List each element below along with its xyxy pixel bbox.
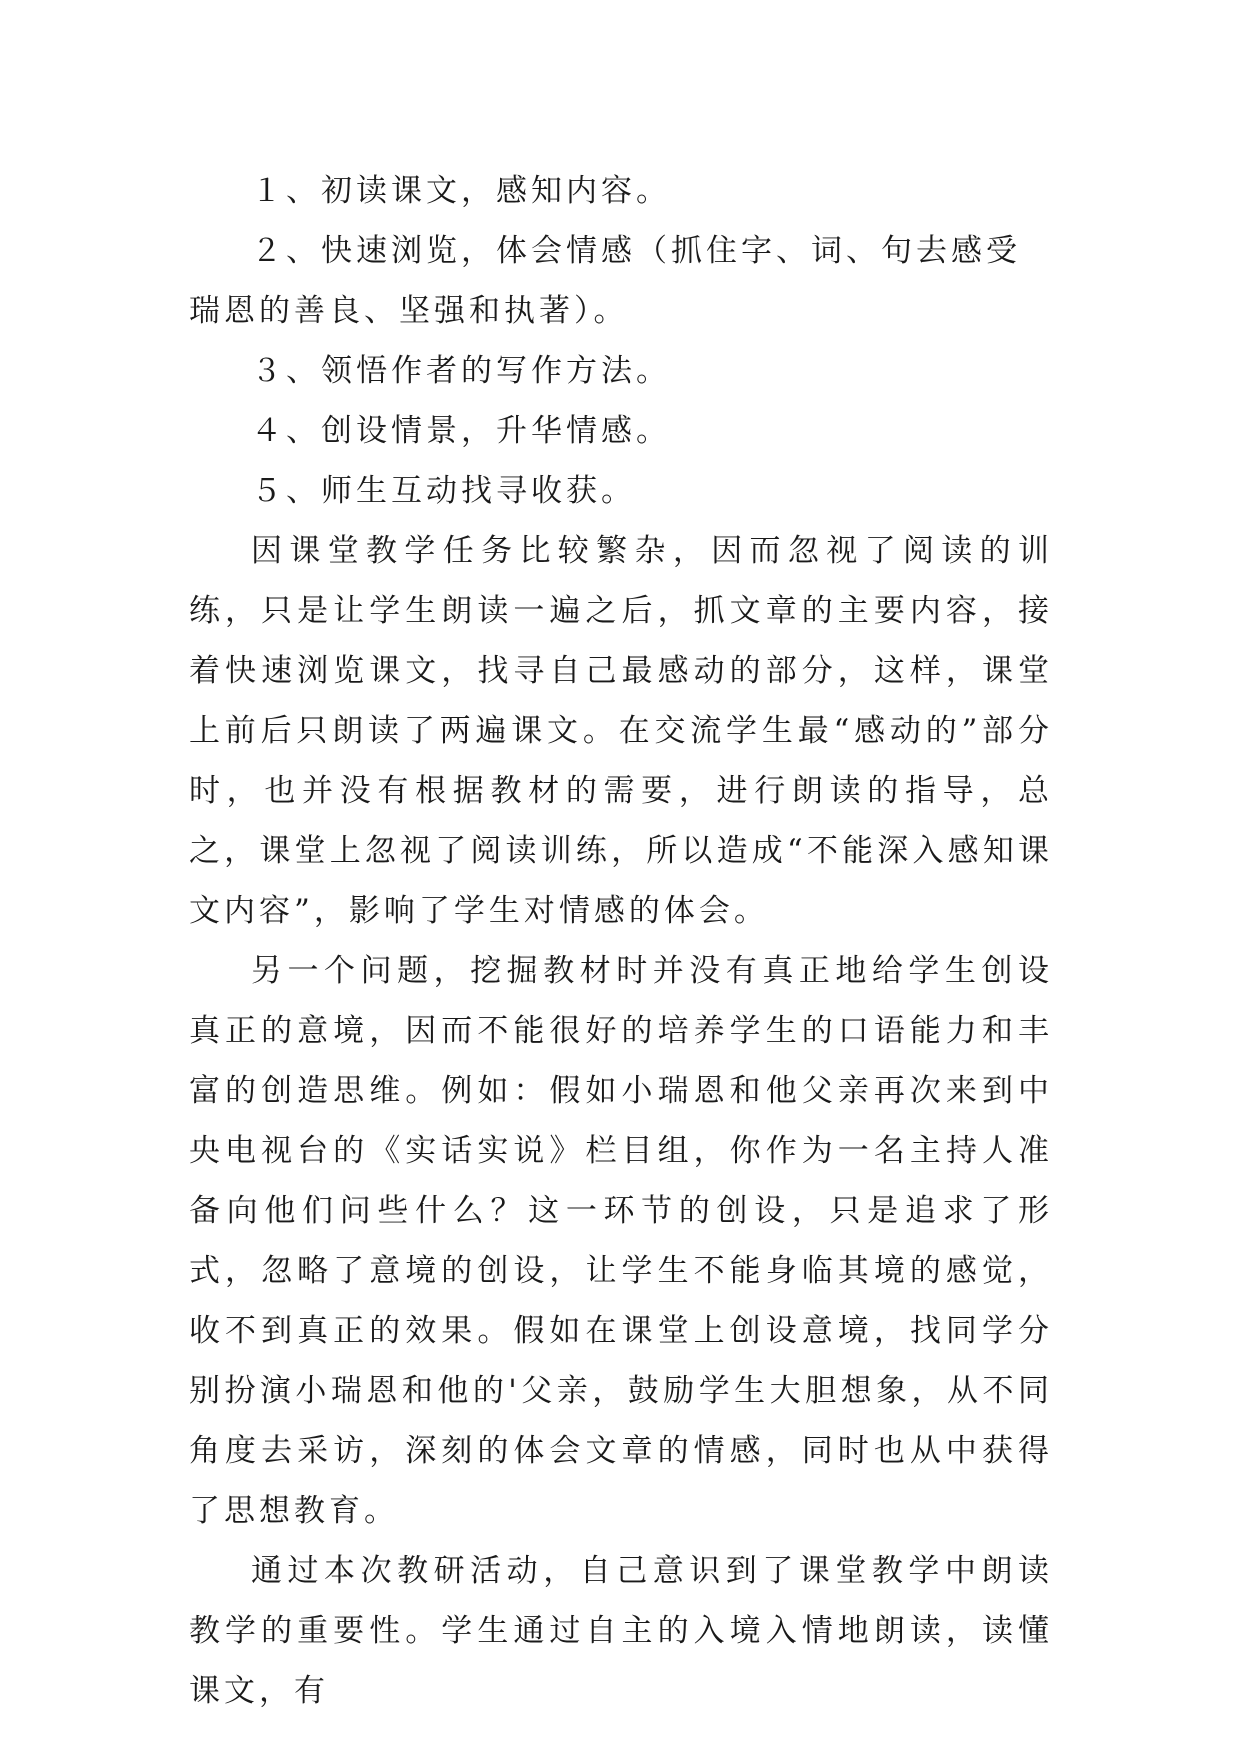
list-item-3: ３、领悟作者的写作方法。: [251, 353, 671, 389]
body-paragraph-reading-training: 因课堂教学任务比较繁杂，因而忽视了阅读的训练，只是让学生朗读一遍之后，抓文章的主要内容，接着快速浏览课文，找寻自己最感动的部分，这样，课堂上前后只朗读了两遍课文。在交流学生最“感动的”部分时，也并没有根据教材的需要，进行朗读的指导，总之，课堂上忽视了阅读训练，所以造成“不能深入感知课文内容”，影响了学生对情感的体会。: [189, 533, 1053, 929]
document-body: [189, 161, 1053, 1721]
body-paragraph-reflection: 通过本次教研活动，自己意识到了课堂教学中朗读教学的重要性。学生通过自主的入境入情地朗读，读懂课文，有: [189, 1553, 1053, 1709]
list-item-2: ２、快速浏览，体会情感（抓住字、词、句去感受瑞恩的善良、坚强和执著）。: [189, 233, 1021, 329]
list-item-1: １、初读课文，感知内容。: [251, 173, 671, 209]
body-paragraph-context-creation: 另一个问题，挖掘教材时并没有真正地给学生创设真正的意境，因而不能很好的培养学生的口语能力和丰富的创造思维。例如：假如小瑞恩和他父亲再次来到中央电视台的《实话实说》栏目组，你作为一名主持人准备向他们问些什么？这一环节的创设，只是追求了形式，忽略了意境的创设，让学生不能身临其境的感觉，收不到真正的效果。假如在课堂上创设意境，找同学分别扮演小瑞恩和他的'父亲，鼓励学生大胆想象，从不同角度去采访，深刻的体会文章的情感，同时也从中获得了思想教育。: [189, 953, 1053, 1529]
list-item-5: ５、师生互动找寻收获。: [251, 473, 636, 509]
list-item-4: ４、创设情景，升华情感。: [251, 413, 671, 449]
